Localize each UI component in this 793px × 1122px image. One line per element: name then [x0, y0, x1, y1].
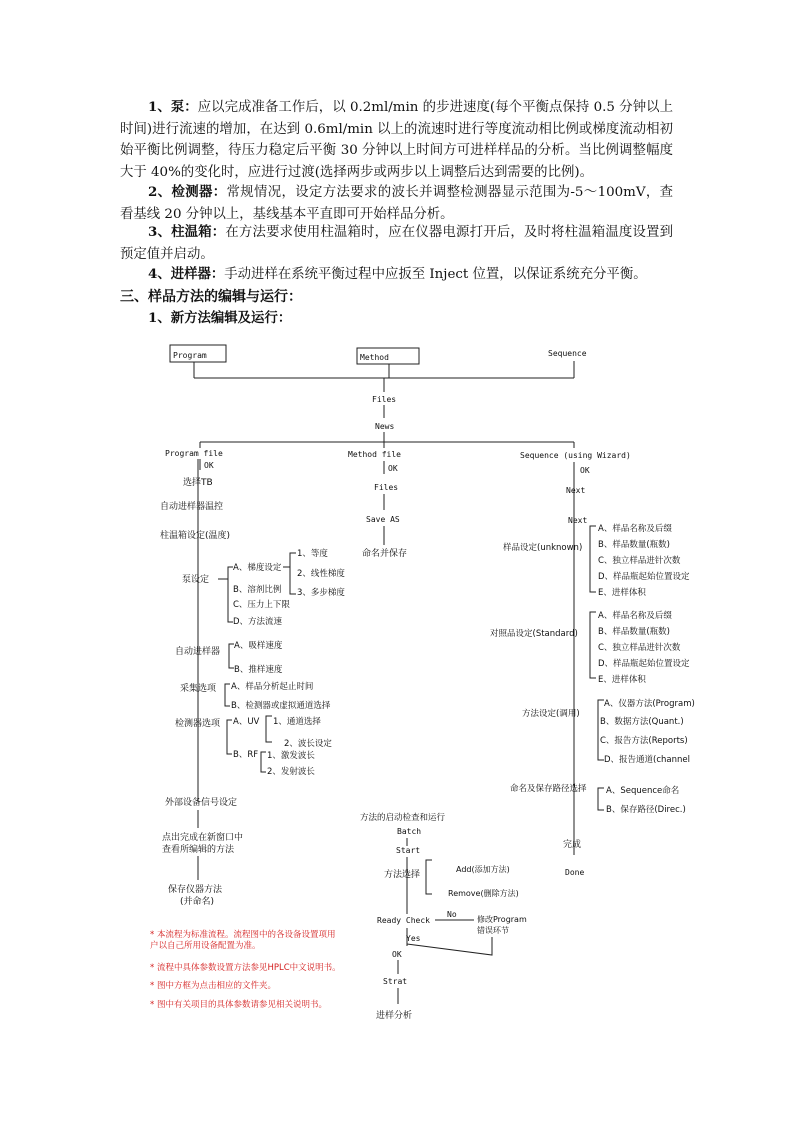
sub-heading: 1、新方法编辑及运行： [148, 310, 292, 326]
autosampler: 自动进样器 [175, 647, 221, 657]
name-save: 命名并保存 [362, 549, 408, 559]
method-opt-d: D、报告通道(channel [604, 755, 690, 765]
ok-label: OK [392, 950, 402, 959]
sample-opt-e: E、进样体积 [598, 588, 646, 598]
uv-opt-1: 1、通道选择 [273, 717, 321, 727]
para-body: 在方法要求使用柱温箱时，应在仪器电源打开后，及时将柱温箱温度设置到预定值并启动。 [120, 225, 673, 262]
note-1b: 户以自己所用设备配置为准。 [150, 941, 261, 951]
sample-opt-c: C、独立样品进针次数 [598, 556, 681, 566]
sequence-label: Sequence [548, 349, 587, 358]
sample-setting: 样品设定(unknown) [503, 543, 583, 553]
method-files: Files [374, 483, 399, 492]
fix-error: 错误环节 [477, 926, 509, 935]
standard-opt-d: D、样品瓶起始位置设定 [598, 659, 690, 669]
bracket [261, 752, 266, 772]
method-file: Method file [348, 450, 401, 459]
section-heading: 三、样品方法的编辑与运行： [120, 289, 302, 305]
next-1: Next [566, 486, 586, 495]
select-tb: 选择TB [183, 478, 213, 488]
program-label: Program [173, 351, 207, 360]
next-2: Next [568, 516, 588, 525]
news-label: News [375, 422, 395, 431]
gradient-opt-2: 2、线性梯度 [297, 569, 345, 579]
save-method: 保存仪器方法 [168, 885, 223, 895]
detector-uv: A、UV [233, 717, 260, 727]
standard-setting: 对照品设定(Standard) [490, 629, 578, 639]
inject-analysis: 进样分析 [376, 1011, 413, 1021]
external-signal: 外部设备信号设定 [165, 798, 238, 808]
detector: 检测器选项 [175, 719, 221, 729]
para-num: 1、 [148, 99, 171, 115]
bracket [426, 860, 432, 894]
standard-opt-a: A、样品名称及后缀 [598, 611, 672, 621]
para-body: 常规情况，设定方法要求的波长并调整检测器显示范围为-5～100mV，查看基线 20 分钟以上，基线基本平直即可开始样品分析。 [120, 185, 674, 222]
note-1a: * 本流程为标准流程。流程图中的各设备设置项用 [150, 930, 336, 940]
complete: 完成 [563, 840, 582, 850]
sample-opt-d: D、样品瓶起始位置设定 [598, 572, 690, 582]
files-label: Files [372, 395, 397, 404]
name-path: 命名及保存路径选择 [510, 784, 587, 794]
run-title: 方法的启动检查和运行 [360, 813, 446, 823]
bracket [598, 700, 604, 760]
view-method: 查看所编辑的方法 [162, 845, 235, 855]
remove-method: Remove(删除方法) [448, 889, 519, 898]
para-key: 进样器： [170, 266, 225, 282]
acquisition-opt-a: A、样品分析起止时间 [231, 682, 314, 692]
method-opt-a: A、仪器方法(Program) [604, 699, 695, 709]
save-as: Save AS [366, 515, 400, 524]
pump-setting: 泵设定 [182, 575, 210, 585]
bracket [590, 612, 596, 678]
save-name: (并命名) [180, 897, 215, 907]
ok-label: OK [580, 466, 590, 475]
method-setting: 方法设定(调用) [522, 709, 580, 719]
batch-label: Batch [397, 827, 422, 836]
method-opt-c: C、报告方法(Reports) [600, 736, 688, 746]
program-file: Program file [165, 449, 223, 458]
name-path-opt-b: B、保存路径(Direc.) [606, 805, 686, 815]
pump-opt-c: C、压力上下限 [233, 600, 290, 610]
bracket [266, 716, 272, 742]
bracket [590, 526, 596, 592]
gradient-opt-1: 1、等度 [297, 549, 328, 559]
note-2: * 流程中具体参数设置方法参见HPLC中文说明书。 [150, 963, 341, 973]
sample-opt-b: B、样品数量(瓶数) [598, 540, 670, 550]
para-num: 3、 [148, 224, 172, 240]
column-oven: 柱温箱设定(温度) [160, 531, 231, 541]
note-4: * 图中有关项目的具体参数请参见相关说明书。 [150, 1000, 327, 1010]
pump-opt-d: D、方法流速 [233, 617, 283, 627]
click-done: 点出完成在新窗口中 [162, 833, 244, 843]
pump-opt-b: B、溶剂比例 [233, 585, 282, 595]
bracket [227, 720, 232, 754]
para-num: 4、 [148, 266, 171, 282]
method-label: Method [360, 353, 389, 362]
name-path-opt-a: A、Sequence命名 [606, 786, 680, 796]
autosampler-opt-b: B、推样速度 [234, 665, 283, 675]
rf-opt-1: 1、激发波长 [267, 751, 315, 761]
note-3: * 图中方框为点击相应的文件夹。 [150, 981, 276, 991]
sample-opt-a: A、样品名称及后缀 [598, 524, 672, 534]
ready-check[interactable]: Ready Check [377, 916, 430, 925]
method-opt-b: B、数据方法(Quant.) [600, 717, 684, 727]
bracket [290, 553, 296, 594]
para-body: 应以完成准备工作后，以 0.2ml/min 的步进速度(每个平衡点保持 0.5 分钟以上时间)进行流速的增加，在达到 0.6ml/min 以上的流速时进行等度流动相比例或梯度流动相初始平衡比例调整，待压力稳定后平衡 30 分钟以上时间方可进样样品的分析。当比例调整幅度大于 40%的变化时，应进行过渡(选择两步或两步以上调整后达到需要的比例)。 [120, 100, 674, 180]
strat-label: Strat [383, 977, 408, 986]
para-body: 手动进样在系统平衡过程中应扳至 Inject 位置，以保证系统充分平衡。 [224, 267, 647, 282]
para-key: 检测器： [171, 184, 227, 200]
sequence-wizard: Sequence (using Wizard) [520, 451, 631, 460]
gradient-opt-3: 3、多步梯度 [297, 588, 345, 598]
method-select: 方法选择 [384, 870, 421, 880]
para-key: 泵： [170, 99, 198, 115]
uv-opt-2: 2、波长设定 [284, 739, 332, 749]
bracket [225, 684, 230, 706]
done-label: Done [565, 868, 585, 877]
para-num: 2、 [148, 184, 172, 200]
detector-rf: B、RF [233, 750, 259, 760]
yes-label: Yes [406, 934, 421, 943]
standard-opt-c: C、独立样品进针次数 [598, 643, 681, 653]
start-label: Start [396, 846, 421, 855]
ok-label: OK [388, 464, 398, 473]
add-method: Add(添加方法) [456, 865, 510, 874]
acquisition: 采集选项 [180, 684, 217, 694]
acquisition-opt-b: B、检测器或虚拟通道选择 [231, 701, 331, 711]
ok-label: OK [204, 461, 214, 470]
autosampler-temp: 自动进样器温控 [160, 502, 224, 512]
standard-opt-b: B、样品数量(瓶数) [598, 627, 670, 637]
no-label: No [447, 910, 457, 919]
pump-opt-a: A、梯度设定 [233, 563, 282, 573]
para-key: 柱温箱： [171, 224, 226, 240]
rf-opt-2: 2、发射波长 [267, 767, 315, 777]
autosampler-opt-a: A、吸样速度 [234, 641, 283, 651]
standard-opt-e: E、进样体积 [598, 675, 646, 685]
bracket [598, 788, 604, 810]
fix-program: 修改Program [477, 915, 527, 924]
